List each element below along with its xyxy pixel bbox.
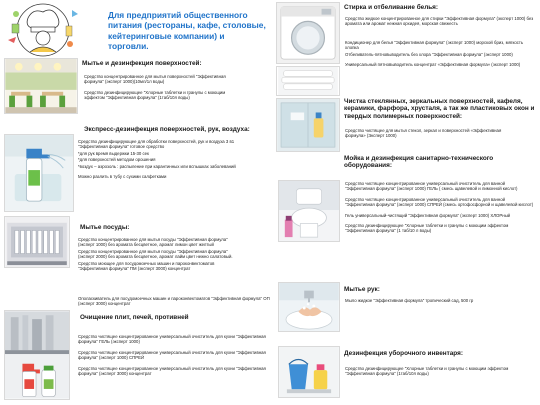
sanitary-item-3: Гель универсальный-чистящий "Эффективная формула" (эксперт 1000) ХЛОРный xyxy=(345,212,511,218)
laundry-item-3: Отбеливатель-пятновыводитель без хлора "Эффективная формула" (эксперт 1000) xyxy=(345,51,513,57)
dishes-heading: Мытье посуды: xyxy=(80,224,130,231)
spray-bottle-photo xyxy=(4,134,74,212)
toilet-photo xyxy=(278,180,340,242)
express-list xyxy=(78,139,244,184)
glass-cleaning-photo xyxy=(276,98,340,152)
dishes-item-2: Средство концентрированное для мытья посуды "Эффективная формула" (эксперт 2000) без аромата бесцветное, аромат лайм цвет нежно салатовый. xyxy=(78,248,233,260)
glass-list xyxy=(345,128,505,144)
laundry-item-2: Кондиционер для белья "Эффективная формула" (эксперт 1000) морской бриз, мягкость хлопка xyxy=(345,40,524,51)
express-heading: Экспресс-дезинфекция поверхностей, рук, воздуха: xyxy=(84,126,250,133)
ovens-list xyxy=(78,334,268,381)
hands-item-1: Мыло жидкое "Эффективная формула" тропический сад, 500 гр xyxy=(345,298,474,303)
washing-machine-photo xyxy=(276,2,340,64)
laundry-list-2 xyxy=(345,40,535,73)
sanitary-item-4: Средство дезинфицирующее "Хлорные таблетки и гранулы с моющим эффектом "Эффективная формула" (1 таб/10 л воды) xyxy=(345,223,509,234)
surfaces-item-2: Средство дезинфицирующее "Хлорные таблетки и гранулы с моющим эффектом "Эффективная формула" (1таб/10л воды) xyxy=(84,89,226,101)
express-item-4: *воздух – аэрозоль : распыление при карантинных или вспышках заболеваний xyxy=(78,163,236,169)
sanitary-heading: Мойка и дезинфекция санитарно-технического оборудования: xyxy=(344,155,494,170)
ovens-heading: Очищение плит, печей, противней xyxy=(80,314,189,321)
hand-washing-photo xyxy=(278,282,340,332)
express-item-1: Средство дезинфицирующее для обработки поверхностей, рук и воздуха 3 в1 "Эффективная формула" готовое средство xyxy=(78,139,235,150)
dishes-list xyxy=(78,237,244,276)
sanitary-item-1: Средство чистящее концентрированное универсальный очиститель для ванной "Эффективная формула" (эксперт 1000) ГЕЛЬ ( смесь щавелевой и лимонной кислот) xyxy=(345,181,518,192)
ovens-item-3: Средство чистящее концентрированное универсальный очиститель для кухни "Эффективная формула" (эксперт 3000) концентрат xyxy=(78,365,266,377)
ovens-item-2: Средство чистящее концентрированное универсальный очиститель для кухни "Эффективная формула" (эксперт 1000) СПРЕЙ xyxy=(78,349,266,361)
laundry-item-1: Средство жидкое концентрированное для стирки "Эффективная формула" (эксперт 1000) без аромата или аромат нежная орхидея, морская свежесть xyxy=(345,16,534,27)
cafe-interior-photo xyxy=(4,58,78,114)
chef-icon xyxy=(0,0,86,64)
rinse-aid-text: Ополаскиватель для посудомоечных машин и пароконвектоматов "Эффективная формула" ОП (эксперт 3000) концентрат xyxy=(78,296,270,307)
glass-heading: Чистка стеклянных, зеркальных поверхностей, кафеля, керамики, фарфора, хрусталя, а так же пластиковых окон и твердых полимерных поверхностей: xyxy=(344,98,535,120)
dishes-item-3: Средство моющее для посудомоечных машин и пароконвектоматов "Эффективная формула" ПМ (эксперт 3000) концентрат xyxy=(78,260,215,272)
sanitary-item-2: Средство чистящее концентрированное универсальный очиститель для ванной "Эффективная формула" (эксперт 1000) СПРЕЙ (смесь ортофосфорной и щавелевой кислот) xyxy=(345,196,534,208)
hands-heading: Мытье рук: xyxy=(344,286,380,293)
sanitary-list xyxy=(345,181,535,239)
laundry-heading: Стирка и отбеливание белья: xyxy=(344,4,439,11)
dishwasher-photo xyxy=(4,216,70,268)
page-title: Для предприятий общественного питания (рестораны, кафе, столовые, кейтеринговые компании) и торговли. xyxy=(108,10,266,52)
inventory-heading: Дезинфекция уборочного инвентаря: xyxy=(344,350,463,357)
cleaning-bucket-photo xyxy=(278,346,340,398)
laundry-item-4: Универсальный пятновыводитель концентрат «Эффективная формула» (эксперт 1000) xyxy=(345,62,521,68)
glass-item-1: Средство чистящее для мытья стекол, зеркал и поверхностей «Эффективная формула» (Эксперт 1000) xyxy=(345,128,502,139)
surfaces-heading: Мытье и дезинфекция поверхностей: xyxy=(82,60,202,67)
surfaces-list xyxy=(84,74,244,106)
express-item-2: *для рук время выдержки 15-30 сек xyxy=(78,150,149,156)
laundry-list xyxy=(345,16,535,32)
express-item-3: *для поверхностей методом орошения xyxy=(78,157,156,163)
inventory-item-1: Средство дезинфицирующее "Хлорные таблетки и гранулы с моющим эффектом "Эффективная формула" (1таб/10л воды) xyxy=(345,366,509,377)
dishes-item-1: Средство концентрированное для мытья посуды "Эффективная формула" (эксперт 1000) без аромата бесцветное, аромат лимон цвет желтый xyxy=(78,237,228,248)
inventory-list xyxy=(345,366,515,382)
ovens-item-1: Средство чистящее концентрированное универсальный очиститель для кухни "Эффективная формула" ГЕЛЬ (эксперт 1000) xyxy=(78,334,266,345)
express-item-5: Можно разлить в тубу с сухими салфетками xyxy=(78,174,167,180)
kitchen-cleaner-photo xyxy=(4,310,70,400)
towels-photo xyxy=(276,66,340,96)
hands-list xyxy=(345,298,535,308)
surfaces-item-1: Средство концентрированное для мытья поверхностей "Эффективная формула" (эксперт 1000)(10мл/1л воды) xyxy=(84,74,226,85)
chef-illustration xyxy=(0,0,86,64)
